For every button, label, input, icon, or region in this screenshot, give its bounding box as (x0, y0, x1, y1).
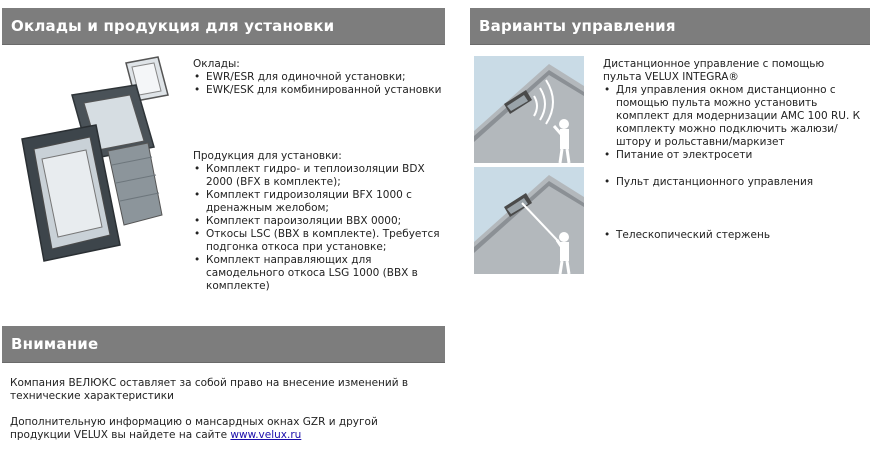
more-info-paragraph (10, 416, 440, 442)
integra-list (603, 84, 865, 162)
remote-control-illustration (474, 56, 584, 163)
installation-products-block (193, 150, 448, 293)
flashings-heading: Оклады: (193, 58, 240, 70)
integra-heading: Дистанционное управление с помощью пульта VELUX INTEGRA® (603, 58, 825, 83)
flashings-section-header (2, 8, 445, 45)
flashings-block (193, 58, 443, 97)
warning-paragraph: Компания ВЕЛЮКС оставляет за собой право на внесение изменений в технические характеристики (10, 377, 409, 402)
telescopic-rod-illustration (474, 167, 584, 274)
remote-control-item (603, 176, 865, 189)
list-item: • Комплект направляющих для самодельного откоса LSG 1000 (BBX в комплекте) (193, 254, 448, 293)
list-item: • EWR/ESR для одиночной установки; (193, 71, 443, 84)
list-item: • Пульт дистанционного управления (603, 176, 865, 189)
integra-control-block (603, 58, 865, 162)
more-info-text: Дополнительную информацию о мансардных окнах GZR и другой продукции VELUX вы найдете на сайте (10, 416, 378, 441)
warning-section-header (2, 326, 445, 363)
telescopic-rod-item (603, 229, 865, 242)
list-item: • Комплект пароизоляции BBX 0000; (193, 215, 448, 228)
list-item: • EWK/ESK для комбинированной установки (193, 84, 443, 97)
flashings-section-title: Оклады и продукция для установки (11, 17, 335, 35)
control-section-title: Варианты управления (479, 17, 676, 35)
warning-section-title: Внимание (11, 335, 99, 353)
list-item: • Телескопический стержень (603, 229, 865, 242)
list-item: • Комплект гидро- и теплоизоляции BDX 2000 (BFX в комплекте); (193, 163, 448, 189)
list-item: • Комплект гидроизоляции BFX 1000 с дренажным желобом; (193, 189, 448, 215)
warning-text-block (10, 377, 440, 455)
installation-products-list (193, 163, 448, 293)
velux-website-link[interactable]: www.velux.ru (230, 429, 302, 441)
flashings-list (193, 71, 443, 97)
list-item: • Питание от электросети (603, 149, 865, 162)
list-item: • Для управления окном дистанционно с помощью пульта можно установить комплект для модернизации AMC 100 RU. К комплекту можно подключить жалюзи/штору и рольставни/маркизет (603, 84, 865, 149)
flashing-product-image (8, 55, 176, 267)
list-item: • Откосы LSC (BBX в комплекте). Требуется подгонка откоса при установке; (193, 228, 448, 254)
installation-products-heading: Продукция для установки: (193, 150, 342, 162)
control-section-header (470, 8, 870, 45)
